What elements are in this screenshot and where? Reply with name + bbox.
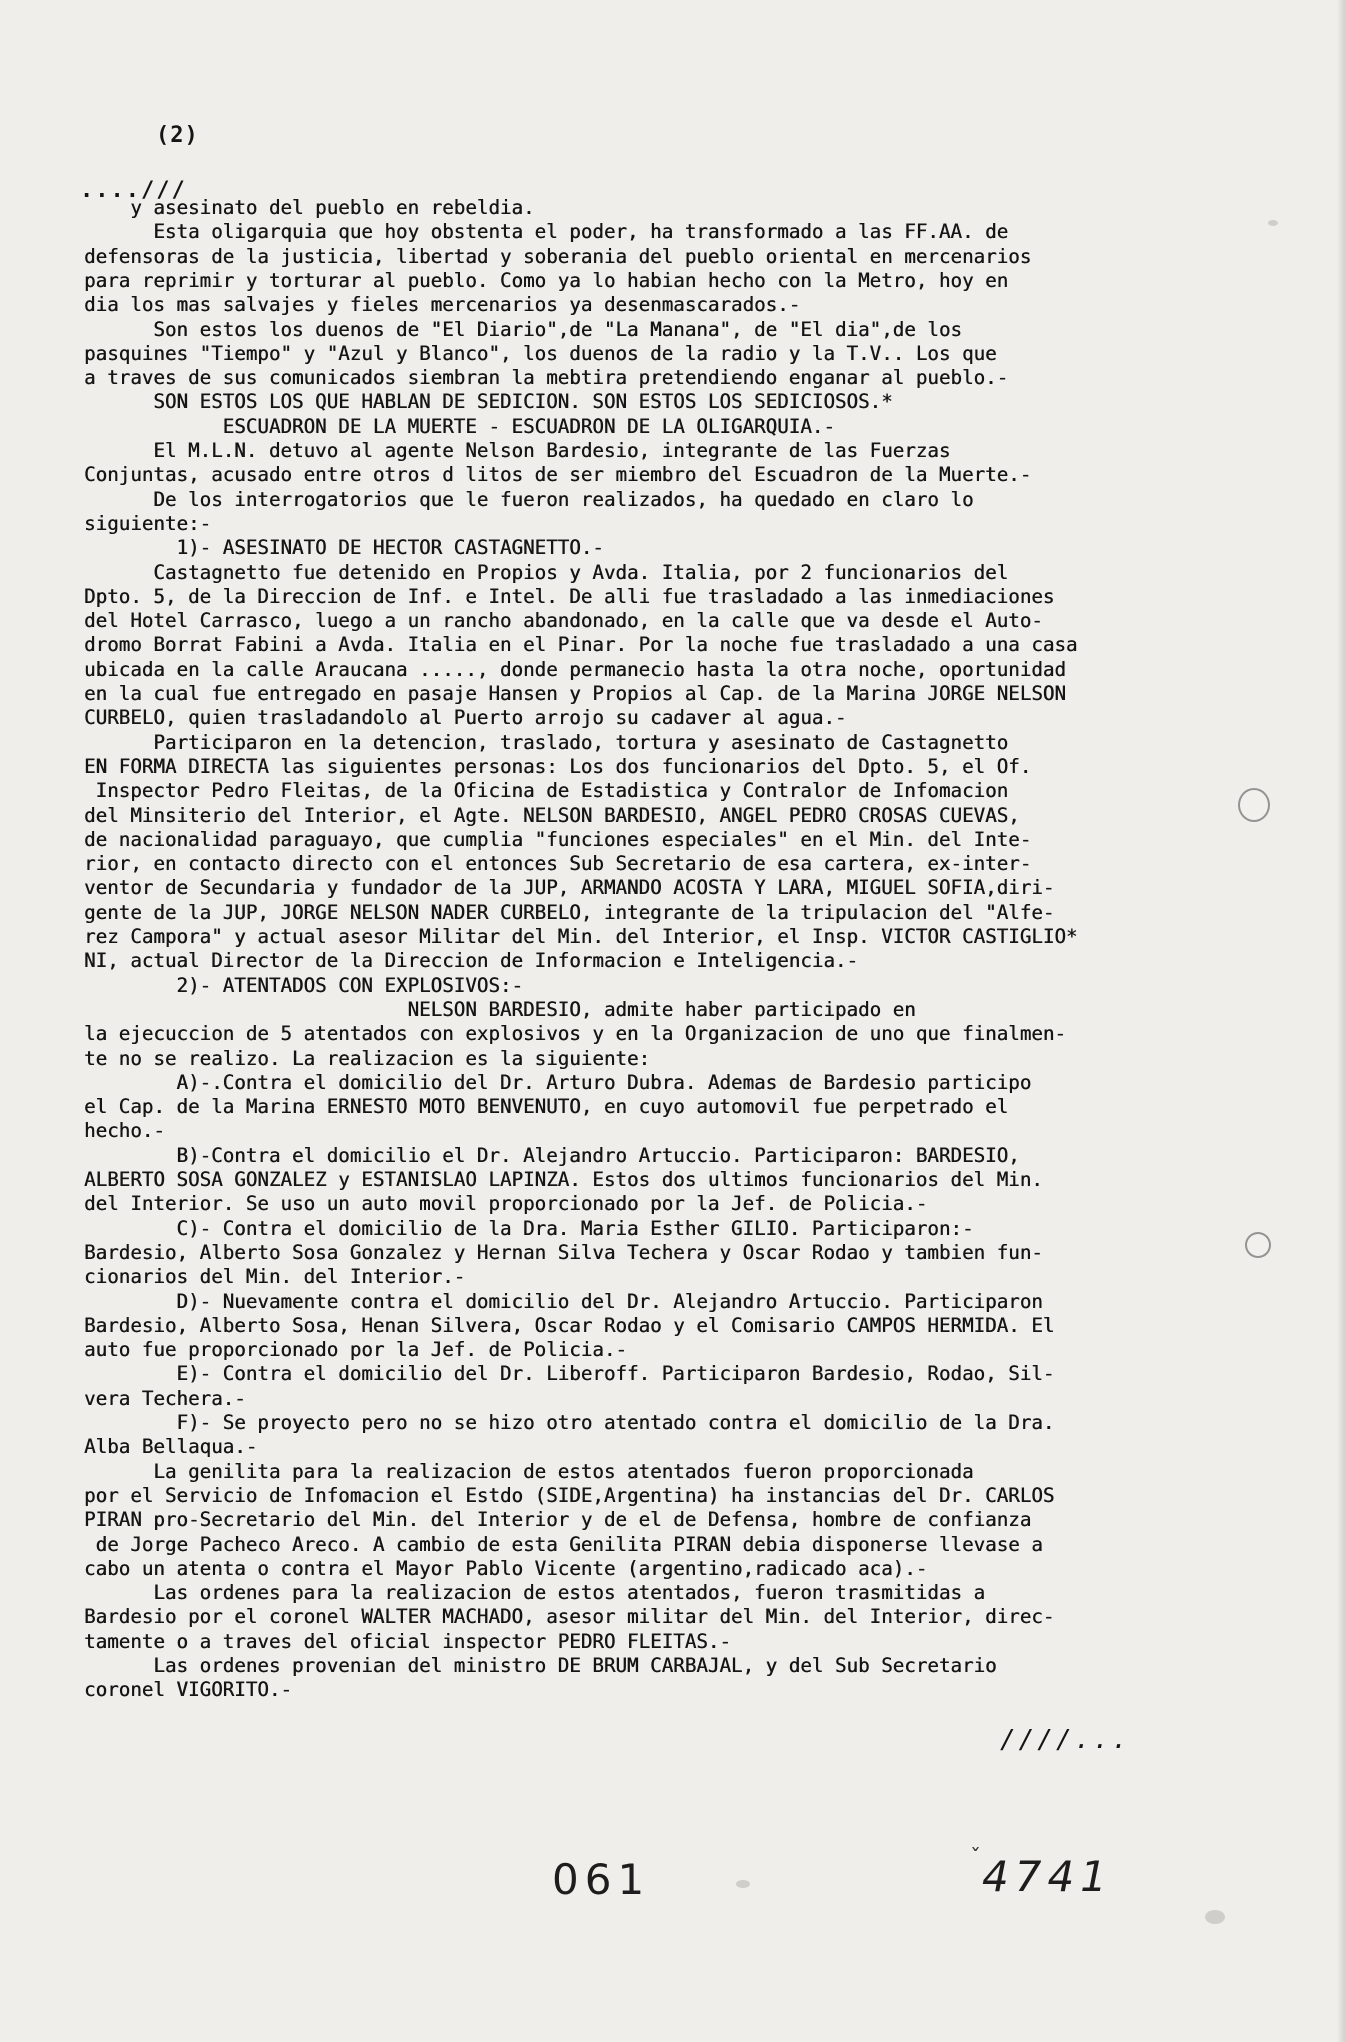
- text-line: PIRAN pro-Secretario del Min. del Interior y de el de Defensa, hombre de confianza: [84, 1508, 1032, 1532]
- text-line: Castagnetto fue detenido en Propios y Avda. Italia, por 2 funcionarios del: [84, 560, 1009, 584]
- text-line: hecho.-: [84, 1119, 165, 1143]
- ink-speck: [1205, 1910, 1225, 1924]
- folio-number-left: 061: [552, 1855, 651, 1904]
- text-line: EN FORMA DIRECTA las siguientes personas: Los dos funcionarios del Dpto. 5, el Of.: [84, 754, 1032, 778]
- text-line: para reprimir y torturar al pueblo. Como ya lo habian hecho con la Metro, hoy en: [84, 268, 1009, 292]
- page-number: (2): [156, 123, 199, 148]
- text-line: B)-Contra el domicilio el Dr. Alejandro Artuccio. Participaron: BARDESIO,: [84, 1143, 1020, 1167]
- text-line: de Jorge Pacheco Areco. A cambio de esta Genilita PIRAN debia disponerse llevase a: [84, 1532, 1043, 1556]
- text-line: te no se realizo. La realizacion es la siguiente:: [84, 1046, 651, 1070]
- continuation-mark-bottom: ////...: [1000, 1725, 1131, 1755]
- folio-number-right: 4741: [982, 1852, 1113, 1901]
- text-line: Dpto. 5, de la Direccion de Inf. e Intel. De alli fue trasladado a las inmediaciones: [84, 584, 1055, 608]
- punch-hole-mark: [1245, 1232, 1271, 1258]
- continuation-mark-top: ....///: [80, 178, 187, 203]
- text-line: De los interrogatorios que le fueron realizados, ha quedado en claro lo: [84, 487, 974, 511]
- text-line: cabo un atenta o contra el Mayor Pablo Vicente (argentino,radicado aca).-: [84, 1556, 928, 1580]
- text-line: La genilita para la realizacion de estos atentados fueron proporcionada: [84, 1459, 974, 1483]
- text-line: vera Techera.-: [84, 1386, 246, 1410]
- text-line: A)-.Contra el domicilio del Dr. Arturo Dubra. Ademas de Bardesio participo: [84, 1070, 1032, 1094]
- text-line: tamente o a traves del oficial inspector PEDRO FLEITAS.-: [84, 1629, 731, 1653]
- text-line: del Interior. Se uso un auto movil proporcionado por la Jef. de Policia.-: [84, 1192, 928, 1216]
- text-line: de nacionalidad paraguayo, que cumplia "funciones especiales" en el Min. del Inte-: [84, 827, 1032, 851]
- text-line: en la cual fue entregado en pasaje Hansen y Propios al Cap. de la Marina JORGE NELSON: [84, 682, 1066, 705]
- text-line: 1)- ASESINATO DE HECTOR CASTAGNETTO.-: [84, 536, 604, 560]
- text-line: D)- Nuevamente contra el domicilio del Dr. Alejandro Artuccio. Participaron: [84, 1289, 1043, 1313]
- text-line: NI, actual Director de la Direccion de Informacion e Inteligencia.-: [84, 949, 858, 973]
- text-line: del Hotel Carrasco, luego a un rancho abandonado, en la calle que va desde el Auto-: [84, 609, 1043, 633]
- text-line: SON ESTOS LOS QUE HABLAN DE SEDICION. SON ESTOS LOS SEDICIOSOS.*: [84, 390, 893, 414]
- text-line: Esta oligarquia que hoy obstenta el poder, ha transformado a las FF.AA. de: [84, 220, 1009, 244]
- text-line: siguiente:-: [84, 511, 212, 535]
- text-line: coronel VIGORITO.-: [84, 1678, 292, 1702]
- text-line: y asesinato del pueblo en rebeldia.: [84, 196, 535, 219]
- text-line: Las ordenes provenian del ministro DE BRUM CARBAJAL, y del Sub Secretario: [84, 1654, 997, 1677]
- text-line: dromo Borrat Fabini a Avda. Italia en el Pinar. Por la noche fue trasladado a una casa: [84, 633, 1078, 657]
- text-line: ESCUADRON DE LA MUERTE - ESCUADRON DE LA OLIGARQUIA.-: [84, 414, 835, 438]
- text-line: 2)- ATENTADOS CON EXPLOSIVOS:-: [84, 973, 523, 997]
- text-line: pasquines "Tiempo" y "Azul y Blanco", los duenos de la radio y la T.V.. Los que: [84, 341, 997, 365]
- text-line: el Cap. de la Marina ERNESTO MOTO BENVENUTO, en cuyo automovil fue perpetrado el: [84, 1095, 1009, 1119]
- punch-hole-mark: [1238, 788, 1270, 822]
- text-line: NELSON BARDESIO, admite haber participado en: [84, 997, 916, 1021]
- text-line: CURBELO, quien trasladandolo al Puerto arrojo su cadaver al agua.-: [84, 706, 847, 730]
- text-line: F)- Se proyecto pero no se hizo otro atentado contra el domicilio de la Dra.: [84, 1411, 1055, 1434]
- text-line: Bardesio, Alberto Sosa, Henan Silvera, Oscar Rodao y el Comisario CAMPOS HERMIDA. El: [84, 1313, 1055, 1337]
- text-line: rez Campora" y actual asesor Militar del Min. del Interior, el Insp. VICTOR CASTIGLIO*: [84, 925, 1078, 948]
- text-line: Alba Bellaqua.-: [84, 1435, 258, 1459]
- text-line: C)- Contra el domicilio de la Dra. Maria Esther GILIO. Participaron:-: [84, 1216, 974, 1240]
- text-line: El M.L.N. detuvo al agente Nelson Bardesio, integrante de las Fuerzas: [84, 439, 951, 462]
- text-line: Inspector Pedro Fleitas, de la Oficina de Estadistica y Contralor de Infomacion: [84, 779, 1009, 803]
- text-line: E)- Contra el domicilio del Dr. Liberoff. Participaron Bardesio, Rodao, Sil-: [84, 1362, 1055, 1386]
- page-edge-shadow: [1337, 0, 1345, 2042]
- text-line: ubicada en la calle Araucana ....., donde permanecio hasta la otra noche, oportunidad: [84, 657, 1066, 681]
- text-line: a traves de sus comunicados siembran la mebtira pretendiendo enganar al pueblo.-: [84, 366, 1009, 390]
- text-line: ALBERTO SOSA GONZALEZ y ESTANISLAO LAPINZA. Estos dos ultimos funcionarios del Min.: [84, 1168, 1043, 1191]
- text-line: Bardesio, Alberto Sosa Gonzalez y Hernan Silva Techera y Oscar Rodao y tambien fun-: [84, 1240, 1043, 1264]
- text-line: dia los mas salvajes y fieles mercenarios ya desenmascarados.-: [84, 293, 801, 317]
- ink-speck: [1268, 220, 1278, 226]
- text-line: por el Servicio de Infomacion el Estdo (SIDE,Argentina) ha instancias del Dr. CARLOS: [84, 1483, 1055, 1507]
- text-line: Participaron en la detencion, traslado, tortura y asesinato de Castagnetto: [84, 730, 1009, 754]
- text-line: auto fue proporcionado por la Jef. de Policia.-: [84, 1338, 627, 1362]
- text-line: rior, en contacto directo con el entonces Sub Secretario de esa cartera, ex-inter-: [84, 852, 1032, 876]
- text-line: del Minsiterio del Interior, el Agte. NELSON BARDESIO, ANGEL PEDRO CROSAS CUEVAS,: [84, 803, 1020, 827]
- text-line: ventor de Secundaria y fundador de la JUP, ARMANDO ACOSTA Y LARA, MIGUEL SOFIA,diri-: [84, 876, 1055, 900]
- text-line: defensoras de la justicia, libertad y soberania del pueblo oriental en mercenarios: [84, 244, 1032, 268]
- text-line: Conjuntas, acusado entre otros d litos de ser miembro del Escuadron de la Muerte.-: [84, 463, 1032, 487]
- ink-speck: [736, 1880, 750, 1888]
- text-line: gente de la JUP, JORGE NELSON NADER CURBELO, integrante de la tripulacion del "Alfe-: [84, 900, 1055, 924]
- text-line: cionarios del Min. del Interior.-: [84, 1265, 466, 1289]
- text-line: Son estos los duenos de "El Diario",de "La Manana", de "El dia",de los: [84, 317, 962, 341]
- text-line: Las ordenes para la realizacion de estos atentados, fueron trasmitidas a: [84, 1581, 986, 1605]
- text-line: la ejecuccion de 5 atentados con explosivos y en la Organizacion de uno que finalmen-: [84, 1022, 1066, 1046]
- text-line: Bardesio por el coronel WALTER MACHADO, asesor militar del Min. del Interior, direc-: [84, 1605, 1055, 1629]
- tick-mark: ˇ: [970, 1846, 981, 1871]
